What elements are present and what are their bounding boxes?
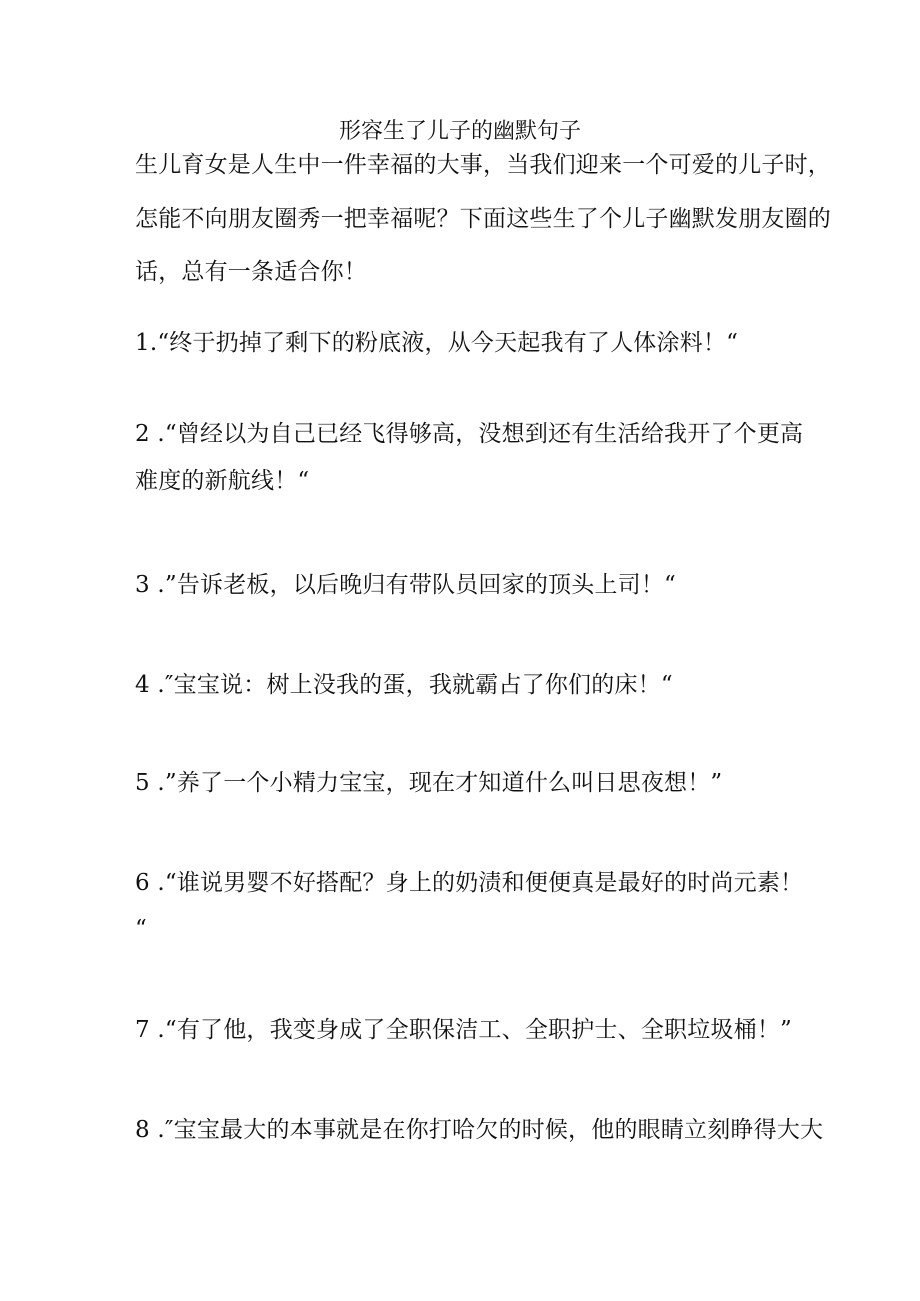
item-6-line-1: 6 .“谁说男婴不好搭配？身上的奶渍和便便真是最好的时尚元素！ <box>135 870 804 896</box>
item-2-line-1: 2 .“曾经以为自己已经飞得够高，没想到还有生活给我开了个更高 <box>135 421 804 447</box>
item-1-line-1: 1.“终于扔掉了剩下的粉底液，从今天起我有了人体涂料！“ <box>135 330 739 356</box>
intro-line-3: 话，总有一条适合你！ <box>135 259 367 285</box>
item-2-line-2: 难度的新航线！“ <box>135 468 310 494</box>
document-title: 形容生了儿子的幽默句子 <box>338 119 581 144</box>
item-3-line-1: 3 .”告诉老板，以后晚归有带队员回家的顶头上司！“ <box>135 572 676 598</box>
intro-line-2: 怎能不向朋友圈秀一把幸福呢？下面这些生了个儿子幽默发朋友圈的 <box>135 206 831 232</box>
item-5-line-1: 5 .”养了一个小精力宝宝，现在才知道什么叫日思夜想！” <box>135 770 723 796</box>
item-8-line-1: 8 .″宝宝最大的本事就是在你打哈欠的时候，他的眼睛立刻睁得大大 <box>135 1117 824 1143</box>
item-4-line-1: 4 .″宝宝说：树上没我的蛋，我就霸占了你们的床！“ <box>135 672 673 698</box>
item-6-line-2: “ <box>135 916 147 942</box>
intro-line-1: 生儿育女是人生中一件幸福的大事，当我们迎来一个可爱的儿子时， <box>135 152 831 178</box>
item-7-line-1: 7 .“有了他，我变身成了全职保洁工、全职护士、全职垃圾桶！” <box>135 1017 792 1043</box>
